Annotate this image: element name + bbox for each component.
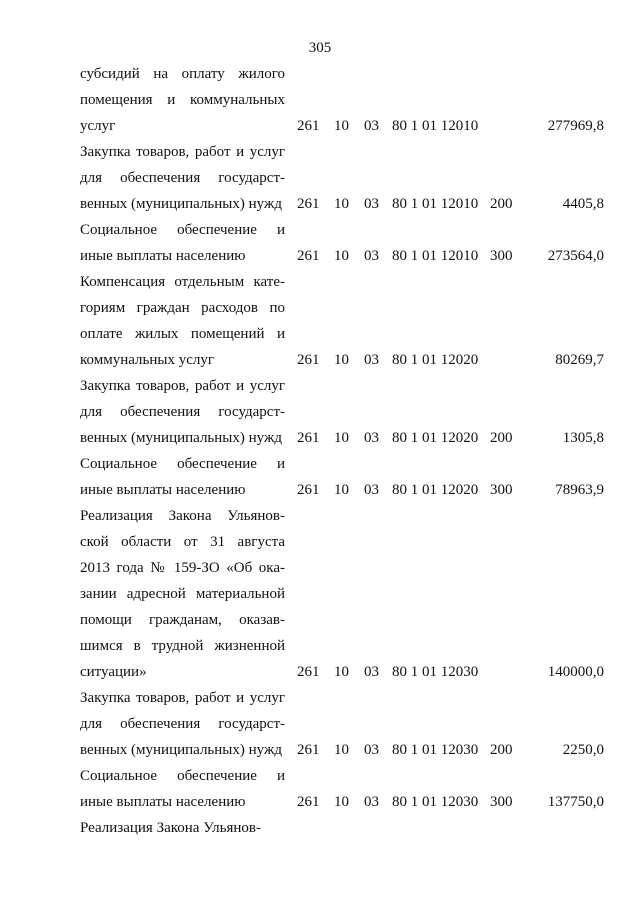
expense-type-code: 200	[490, 742, 513, 758]
table-row	[0, 451, 640, 503]
subsection-code: 03	[364, 352, 379, 368]
subsection-code: 03	[364, 196, 379, 212]
description-line: услуг	[80, 118, 116, 134]
description-line: венных (муниципальных) нужд	[80, 196, 282, 212]
subsection-code: 03	[364, 118, 379, 134]
ministry-code: 261	[297, 196, 320, 212]
row-codes	[0, 789, 640, 815]
table-row	[0, 503, 640, 685]
description-line: субсидий на оплату жилого	[80, 66, 285, 82]
description-line: Социальное обеспечение и	[80, 456, 285, 472]
description-line: ской области от 31 августа	[80, 534, 285, 550]
subsection-code: 03	[364, 430, 379, 446]
ministry-code: 261	[297, 742, 320, 758]
description-line: венных (муниципальных) нужд	[80, 430, 282, 446]
description-line: венных (муниципальных) нужд	[80, 742, 282, 758]
page-number: 305	[308, 40, 332, 56]
section-code: 10	[334, 742, 349, 758]
description-line: для обеспечения государст-	[80, 170, 285, 186]
description-line: иные выплаты населению	[80, 248, 246, 264]
expense-type-code: 300	[490, 248, 513, 264]
description-line: для обеспечения государст-	[80, 404, 285, 420]
description-line: помещения и коммунальных	[80, 92, 285, 108]
description-line: помощи гражданам, оказав-	[80, 612, 285, 628]
section-code: 10	[334, 430, 349, 446]
description-line: 2013 года № 159-ЗО «Об ока-	[80, 560, 285, 576]
amount-value: 2250,0	[562, 742, 604, 758]
table-row	[0, 815, 640, 841]
description-line: для обеспечения государст-	[80, 716, 285, 732]
expense-type-code: 300	[490, 794, 513, 810]
table-row	[0, 269, 640, 373]
description-line: иные выплаты населению	[80, 794, 246, 810]
table-row	[0, 61, 640, 139]
description-line: иные выплаты населению	[80, 482, 246, 498]
table-row	[0, 373, 640, 451]
row-codes	[0, 477, 640, 503]
row-description	[80, 503, 285, 685]
subsection-code: 03	[364, 794, 379, 810]
expense-type-code: 300	[490, 482, 513, 498]
row-codes	[0, 113, 640, 139]
table-row	[0, 139, 640, 217]
description-line: Социальное обеспечение и	[80, 768, 285, 784]
row-codes	[0, 243, 640, 269]
row-codes	[0, 191, 640, 217]
expense-type-code: 200	[490, 430, 513, 446]
amount-value: 78963,9	[555, 482, 604, 498]
target-article-code: 80 1 01 12010	[392, 118, 479, 134]
section-code: 10	[334, 664, 349, 680]
description-line: коммунальных услуг	[80, 352, 215, 368]
row-codes	[0, 347, 640, 373]
ministry-code: 261	[297, 352, 320, 368]
description-line: оплате жилых помещений и	[80, 326, 285, 342]
table-row	[0, 217, 640, 269]
description-line: шимся в трудной жизненной	[80, 638, 285, 654]
description-line: Закупка товаров, работ и услуг	[80, 690, 285, 706]
row-codes	[0, 737, 640, 763]
description-line: Социальное обеспечение и	[80, 222, 285, 238]
subsection-code: 03	[364, 482, 379, 498]
amount-value: 80269,7	[555, 352, 604, 368]
ministry-code: 261	[297, 482, 320, 498]
ministry-code: 261	[297, 794, 320, 810]
target-article-code: 80 1 01 12020	[392, 482, 479, 498]
amount-value: 137750,0	[547, 794, 604, 810]
table-row	[0, 763, 640, 815]
description-line: ситуации»	[80, 664, 147, 680]
target-article-code: 80 1 01 12010	[392, 196, 479, 212]
expense-type-code: 200	[490, 196, 513, 212]
description-line: Закупка товаров, работ и услуг	[80, 144, 285, 160]
target-article-code: 80 1 01 12010	[392, 248, 479, 264]
section-code: 10	[334, 196, 349, 212]
row-codes	[0, 659, 640, 685]
subsection-code: 03	[364, 742, 379, 758]
amount-value: 277969,8	[547, 118, 604, 134]
table-row	[0, 685, 640, 763]
target-article-code: 80 1 01 12020	[392, 352, 479, 368]
target-article-code: 80 1 01 12030	[392, 742, 479, 758]
description-line: Реализация Закона Ульянов-	[80, 508, 285, 524]
amount-value: 1305,8	[562, 430, 604, 446]
ministry-code: 261	[297, 664, 320, 680]
row-codes	[0, 425, 640, 451]
description-line: Компенсация отдельным кате-	[80, 274, 285, 290]
target-article-code: 80 1 01 12020	[392, 430, 479, 446]
amount-value: 273564,0	[547, 248, 604, 264]
description-line: гориям граждан расходов по	[80, 300, 285, 316]
section-code: 10	[334, 482, 349, 498]
amount-value: 4405,8	[562, 196, 604, 212]
description-line: зании адресной материальной	[80, 586, 285, 602]
target-article-code: 80 1 01 12030	[392, 794, 479, 810]
section-code: 10	[334, 794, 349, 810]
row-codes	[0, 815, 640, 841]
subsection-code: 03	[364, 664, 379, 680]
subsection-code: 03	[364, 248, 379, 264]
ministry-code: 261	[297, 430, 320, 446]
section-code: 10	[334, 352, 349, 368]
description-line: Закупка товаров, работ и услуг	[80, 378, 285, 394]
ministry-code: 261	[297, 118, 320, 134]
section-code: 10	[334, 118, 349, 134]
description-line: Реализация Закона Ульянов-	[80, 820, 261, 836]
ministry-code: 261	[297, 248, 320, 264]
section-code: 10	[334, 248, 349, 264]
amount-value: 140000,0	[547, 664, 604, 680]
target-article-code: 80 1 01 12030	[392, 664, 479, 680]
